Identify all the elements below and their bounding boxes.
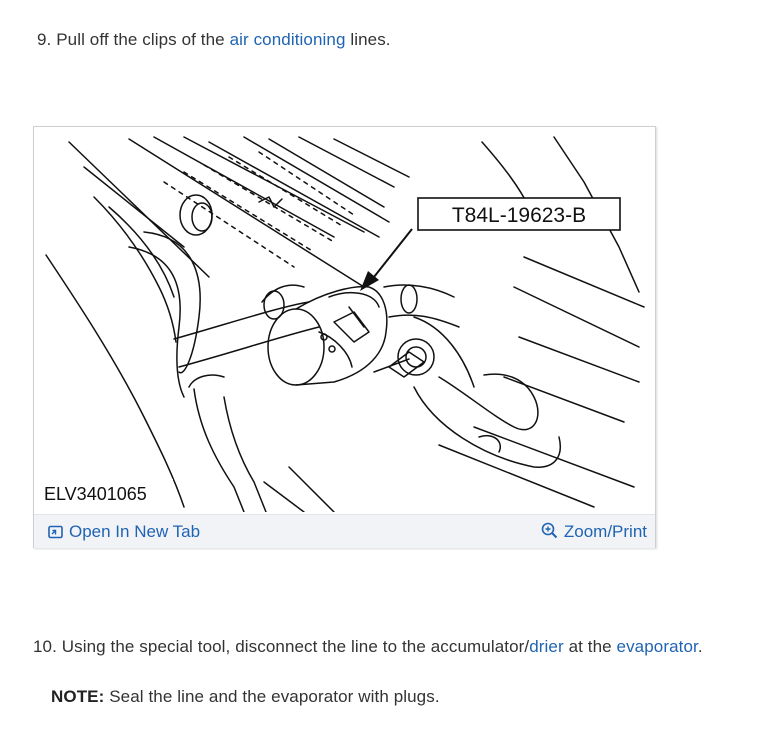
step-text: . — [697, 637, 703, 656]
open-in-new-tab-icon — [48, 525, 63, 539]
zoom-print-label: Zoom/Print — [563, 522, 647, 541]
technical-diagram — [34, 127, 655, 512]
step-number: 10. — [33, 637, 57, 656]
step-text: at the — [568, 637, 612, 656]
open-in-new-tab-link[interactable] — [48, 522, 200, 542]
drier-link[interactable]: drier — [529, 637, 564, 656]
zoom-in-icon — [541, 522, 558, 539]
air-conditioning-link[interactable]: air conditioning — [229, 30, 346, 49]
note-label: NOTE: — [51, 687, 105, 706]
figure-toolbar — [34, 514, 655, 548]
evaporator-link[interactable]: evaporator — [616, 637, 698, 656]
open-in-new-tab-label: Open In New Tab — [69, 522, 201, 541]
step-number: 9. — [37, 30, 52, 49]
step-text: lines. — [350, 30, 391, 49]
zoom-print-link[interactable] — [541, 522, 647, 542]
note — [51, 686, 440, 708]
note-text: Seal the line and the evaporator with plugs. — [109, 687, 440, 706]
figure-container — [33, 126, 656, 548]
callout-part-number: T84L-19623-B — [451, 204, 587, 227]
step-text: Using the special tool, disconnect the line to the accumulator/ — [61, 637, 530, 656]
step-9-instruction — [37, 29, 391, 51]
step-text: Pull off the clips of the — [56, 30, 225, 49]
figure-id-label: ELV3401065 — [44, 484, 147, 504]
step-10-instruction — [33, 636, 703, 658]
